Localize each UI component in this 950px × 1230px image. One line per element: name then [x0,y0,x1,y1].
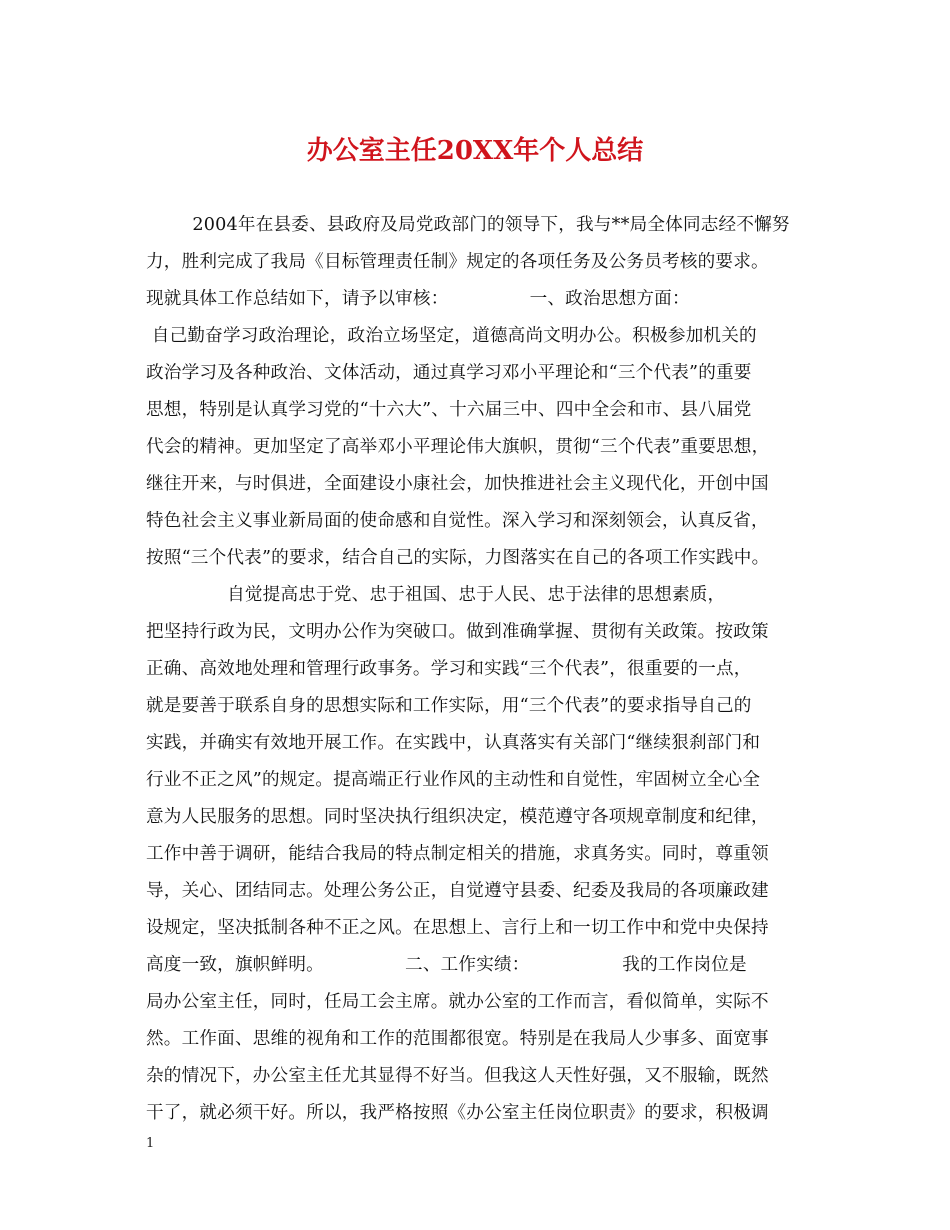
body-line: 实践，并确实有效地开展工作。在实践中，认真落实有关部门“继续狠刹部门和 [146,733,761,753]
body-line: 杂的情况下，办公室主任尤其显得不好当。但我这人天性好强，又不服输，既然 [146,1066,769,1086]
body-line: 2004年在县委、县政府及局党政部门的领导下，我与**局全体同志经不懈努 [146,215,790,235]
body-line: 就是要善于联系自身的思想实际和工作实际，用“三个代表”的要求指导自己的 [146,696,752,716]
body-line: 特色社会主义事业新局面的使命感和自觉性。深入学习和深刻领会，认真反省， [146,511,769,531]
page-number: 1 [146,1136,155,1151]
body-line: 现就具体工作总结如下，请予以审核： 一、政治思想方面： [146,289,690,309]
body-line: 高度一致，旗帜鲜明。 二、工作实绩： 我的工作岗位是 [146,955,747,975]
document-title: 办公室主任20XX年个人总结 [306,136,644,166]
body-line: 继往开来，与时俱进，全面建设小康社会，加快推进社会主义现代化，开创中国 [146,474,769,494]
body-line: 自觉提高忠于党、忠于祖国、忠于人民、忠于法律的思想素质， [146,585,726,605]
body-line: 政治学习及各种政治、文体活动，通过真学习邓小平理论和“三个代表”的重要 [146,363,752,383]
body-line: 力，胜利完成了我局《目标管理责任制》规定的各项任务及公务员考核的要求。 [146,252,769,272]
body-line: 自己勤奋学习政治理论，政治立场坚定，道德高尚文明办公。积极参加机关的 [146,326,757,346]
body-line: 把坚持行政为民，文明办公作为突破口。做到准确掌握、贯彻有关政策。按政策 [146,622,769,642]
body-line: 工作中善于调研，能结合我局的特点制定相关的措施，求真务实。同时，尊重领 [146,844,769,864]
body-line: 代会的精神。更加坚定了高举邓小平理论伟大旗帜，贯彻“三个代表”重要思想， [146,437,770,457]
body-line: 导，关心、团结同志。处理公务公正，自觉遵守县委、纪委及我局的各项廉政建 [146,881,769,901]
body-line: 设规定，坚决抵制各种不正之风。在思想上、言行上和一切工作中和党中央保持 [146,918,769,938]
body-line: 局办公室主任，同时，任局工会主席。就办公室的工作而言，看似简单，实际不 [146,992,769,1012]
body-line: 干了，就必须干好。所以，我严格按照《办公室主任岗位职责》的要求，积极调 [146,1103,769,1123]
body-line: 意为人民服务的思想。同时坚决执行组织决定，模范遵守各项规章制度和纪律， [146,807,769,827]
body-line: 按照“三个代表”的要求，结合自己的实际，力图落实在自己的各项工作实践中。 [146,548,770,568]
body-line: 行业不正之风”的规定。提高端正行业作风的主动性和自觉性，牢固树立全心全 [146,770,761,790]
body-line: 思想，特别是认真学习党的“十六大”、十六届三中、四中全会和市、县八届党 [146,400,752,420]
body-line: 正确、高效地处理和管理行政事务。学习和实践“三个代表”，很重要的一点， [146,659,752,679]
body-line: 然。工作面、思维的视角和工作的范围都很宽。特别是在我局人少事多、面宽事 [146,1029,769,1049]
